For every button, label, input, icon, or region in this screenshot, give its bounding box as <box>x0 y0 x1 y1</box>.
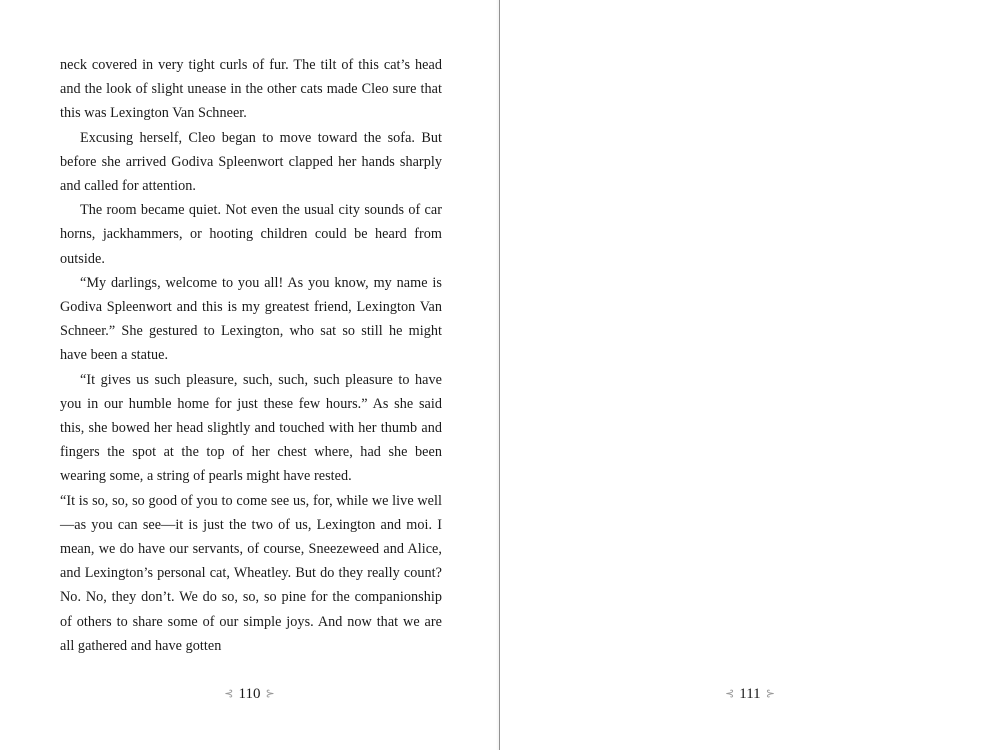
paragraph: “It is so, so, so good of you to come see us, for, while we live well—as you can see—it is just the two of us, Lexington and moi. I mean, we do have our servants, of course, Sneezeweed and Alice, and Lexington’s personal cat, Wheatley. But do they really count? No. No, they don’t. We do so, so, so pine for the companionship of others to share some of our simple joys. And now that we are all gathered and have gotten <box>60 492 442 654</box>
body-text <box>60 53 442 658</box>
right-page <box>500 0 1000 750</box>
ornament-icon: ⊱ <box>765 688 775 700</box>
ornament-icon: ⊰ <box>224 688 234 700</box>
paragraph: neck covered in very tight curls of fur. The tilt of this cat’s head and the look of slight unease in the other cats made Cleo sure that this was Lexington Van Schneer. <box>60 57 442 122</box>
ornament-icon: ⊰ <box>725 688 735 700</box>
paragraph: “It gives us such pleasure, such, such, such pleasure to have you in our humble home for just these few hours.” As she said this, she bowed her head slightly and touched with her thumb and fingers the spot at the top of her chest where, had she been wearing some, a string of pearls might have rested. <box>60 371 442 485</box>
paragraph: The room became quiet. Not even the usual city sounds of car horns, jackhammers, or hooting children could be heard from outside. <box>60 202 442 267</box>
paragraph: Excusing herself, Cleo began to move toward the sofa. But before she arrived Godiva Spleenwort clapped her hands sharply and called for attention. <box>60 129 442 195</box>
paragraph: “My darlings, welcome to you all! As you know, my name is Godiva Spleenwort and this is my greatest friend, Lexington Van Schneer.” She gestured to Lexington, who sat so still he might have been a statue. <box>60 274 442 364</box>
page-number-right <box>500 686 1000 703</box>
page-number-value: 111 <box>739 686 761 702</box>
page-number-value: 110 <box>238 686 261 702</box>
ornament-icon: ⊱ <box>265 688 275 700</box>
page-number-left <box>0 686 499 703</box>
